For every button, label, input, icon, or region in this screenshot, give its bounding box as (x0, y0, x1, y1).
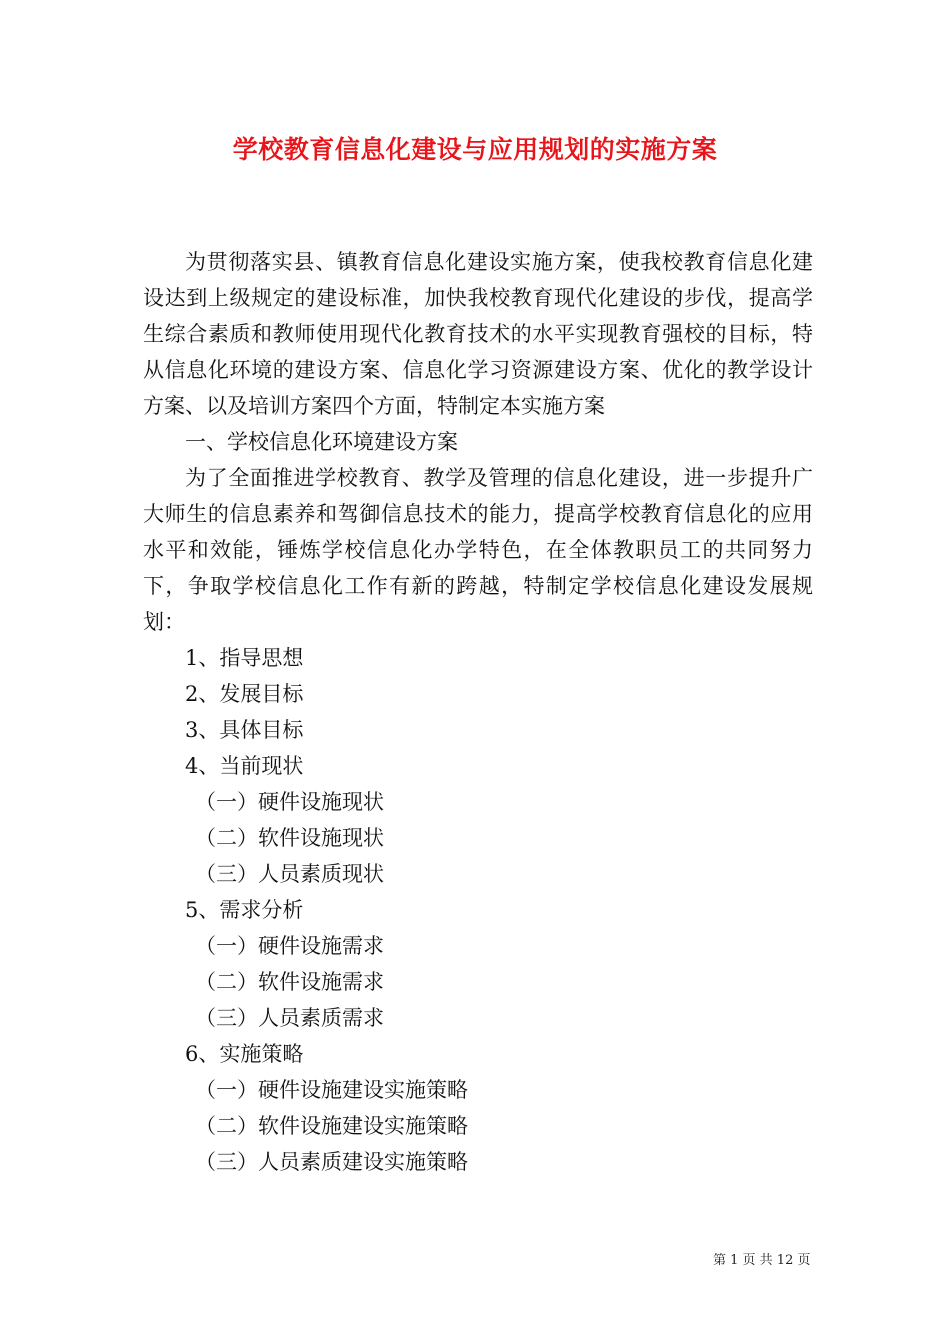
outline-subitem-software-strategy: （二）软件设施建设实施策略 (195, 1114, 468, 1138)
outline-subitem-staff-status: （三）人员素质现状 (195, 862, 384, 886)
document-title: 学校教育信息化建设与应用规划的实施方案 (232, 135, 718, 164)
outline-item-current-status: 4、当前现状 (185, 754, 304, 778)
outline-subitem-software-status: （二）软件设施现状 (195, 826, 384, 850)
outline-item-development-goals: 2、发展目标 (185, 682, 304, 706)
outline-subitem-hardware-strategy: （一）硬件设施建设实施策略 (195, 1078, 468, 1102)
outline-subitem-hardware-status: （一）硬件设施现状 (195, 790, 384, 814)
page-number: 第 1 页 共 12 页 (713, 1253, 811, 1268)
outline-item-guiding-thought: 1、指导思想 (185, 646, 304, 670)
outline-item-needs-analysis: 5、需求分析 (185, 898, 304, 922)
outline-subitem-staff-strategy: （三）人员素质建设实施策略 (195, 1150, 468, 1174)
outline-subitem-software-needs: （二）软件设施需求 (195, 970, 384, 994)
outline-subitem-staff-needs: （三）人员素质需求 (195, 1006, 384, 1030)
document-body (143, 244, 813, 1180)
outline-subitem-hardware-needs: （一）硬件设施需求 (195, 934, 384, 958)
section-paragraph: 为了全面推进学校教育、教学及管理的信息化建设，进一步提升广大师生的信息素养和驾御信息技术的能力，提高学校教育信息化的应用水平和效能，锤炼学校信息化办学特色，在全体教职员工的共同努力下，争取学校信息化工作有新的跨越，特制定学校信息化建设发展规划： (143, 466, 813, 634)
intro-paragraph: 为贯彻落实县、镇教育信息化建设实施方案，使我校教育信息化建设达到上级规定的建设标准，加快我校教育现代化建设的步伐，提高学生综合素质和教师使用现代化教育技术的水平实现教育强校的目标，特从信息化环境的建设方案、信息化学习资源建设方案、优化的教学设计方案、以及培训方案四个方面，特制定本实施方案 (143, 250, 813, 418)
outline-item-implementation-strategy: 6、实施策略 (185, 1042, 304, 1066)
outline-item-specific-goals: 3、具体目标 (185, 718, 304, 742)
section-heading: 一、学校信息化环境建设方案 (185, 430, 458, 454)
